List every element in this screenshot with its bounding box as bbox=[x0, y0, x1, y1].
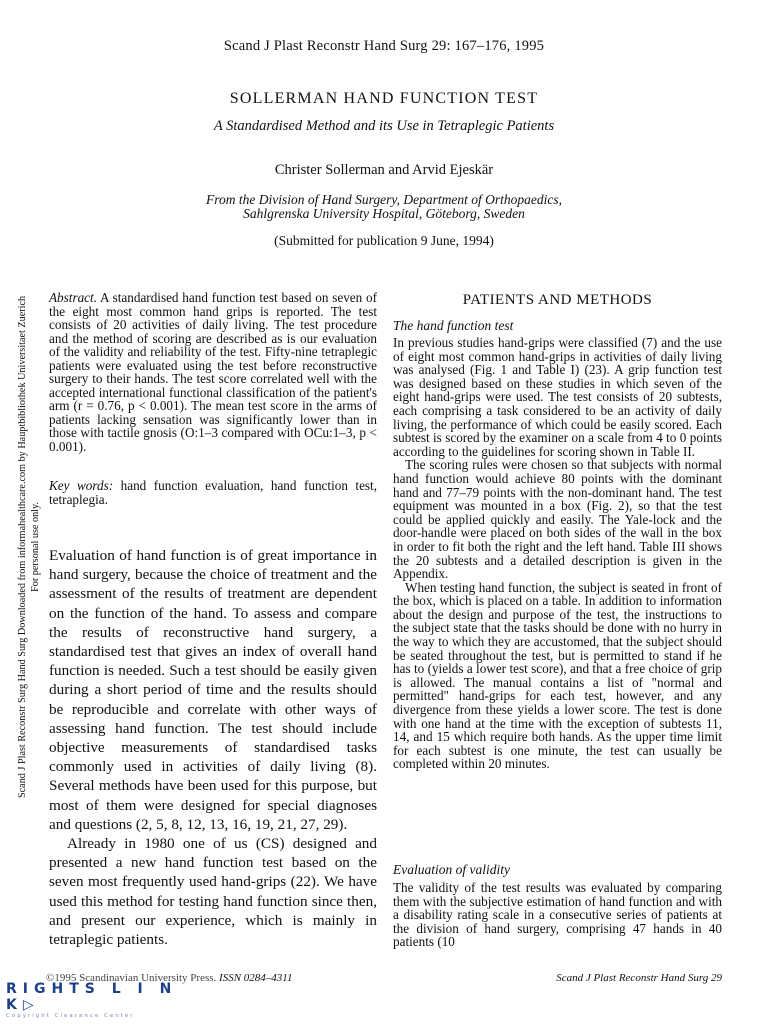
article-subtitle: A Standardised Method and its Use in Tetraplegic Patients bbox=[213, 118, 555, 134]
intro-paragraph-2: Already in 1980 one of us (CS) designed and presented a new hand function test based on the seven most frequently used hand-grips (22). We have used this method for testing hand function since then, and present our experience, which is mainly in tetraplegic patients. bbox=[49, 835, 377, 949]
subsection-heading-validity: Evaluation of validity bbox=[393, 862, 510, 877]
keywords-label: Key words: bbox=[49, 478, 114, 493]
affiliation-line-1: From the Division of Hand Surgery, Department of Orthopaedics, bbox=[206, 192, 562, 207]
methods-paragraph-1: In previous studies hand-grips were classified (7) and the use of eight most common hand-grips in activities of daily living was analysed (Fig. 1 and Table I) (23). A grip function test was designed based on these studies in which seven of the eight hand-grips were used. The test consists of 20 subtests, each comprising a task considered to be an activity of daily living, the performance of which could be easily scored. Each subtest is scored by the examiner on a scale from 4 to 0 points according to the guidelines for scoring shown in Table II. bbox=[393, 335, 722, 459]
authors: Christer Sollerman and Arvid Ejeskär bbox=[274, 162, 494, 178]
rightslink-logo-subtext: Copyright Clearance Center bbox=[6, 1013, 135, 1019]
affiliation-line-2: Sahlgrenska University Hospital, Göteborg, Sweden bbox=[243, 206, 525, 221]
introduction bbox=[49, 546, 377, 949]
keywords bbox=[49, 479, 377, 507]
keywords-text: hand function evaluation, hand function test, tetraplegia. bbox=[49, 478, 378, 507]
copyright-text: ©1995 Scandinavian University Press. bbox=[46, 972, 217, 984]
rightslink-logo[interactable] bbox=[6, 981, 196, 1019]
subsection-heading-hand-function-test: The hand function test bbox=[393, 318, 514, 333]
abstract bbox=[49, 291, 377, 453]
methods-paragraph-3: When testing hand function, the subject is seated in front of the box, which is placed on a table. In addition to information about the design and purpose of the test, the instructions to the subject state that the tasks should be done with no hurry in the way to which they are accustomed, that the subject should be seated throughout the test, but is permitted to stand if he has to (yields a lower test score), and that a free choice of grip is allowed. The manual contains a list of "normal and permitted" hand-grips for each test, however, and any divergence from these yields a lower score. The test is done with one hand at the time with the exception of subtests 11, 14, and 15 which require both hands. As the upper time limit for each subtest is one minute, the test can usually be completed within 20 minutes. bbox=[393, 579, 722, 772]
journal-citation: Scand J Plast Reconstr Hand Surg 29: 167–176, 1995 bbox=[223, 38, 545, 54]
article-title: SOLLERMAN HAND FUNCTION TEST bbox=[229, 90, 539, 107]
validity-paragraph: The validity of the test results was evaluated by comparing them with the subjective estimation of hand function and with a disability rating scale in a consecutive series of patients at the division of hand surgery, comprising 47 hands in 40 patients (10 bbox=[393, 880, 722, 950]
rightslink-logo-text: RIGHTS L I N K▷ bbox=[6, 981, 178, 1013]
download-notice-text bbox=[16, 296, 42, 798]
intro-paragraph-1: Evaluation of hand function is of great importance in hand surgery, because the choice of treatment and the assessment of the results of treatment are dependent on the function of the hand. To assess and compare the results of reconstructive hand surgery, a standardised test that gives an index of overall hand function is needed. Such a test should be easily given during a short period of time and the results should be reproducible and correlate with other ways of assessing hand function. The test should include objective measurements of standardised tasks commonly used in activities of daily living (8). Several methods have been used for this purpose, but most of them were designed for special diagnoses and questions (2, 5, 8, 12, 13, 16, 19, 21, 27, 29). bbox=[49, 547, 377, 833]
download-notice-line-2: For personal use only. bbox=[30, 502, 41, 592]
affiliation bbox=[0, 193, 768, 221]
download-notice-line-1: Scand J Plast Reconstr Surg Hand Surg Downloaded from informahealthcare.com by Hauptbibliothek Universitaet Zuerich bbox=[17, 295, 28, 798]
download-notice bbox=[4, 218, 41, 798]
issn: ISSN 0284–4311 bbox=[219, 972, 293, 984]
methods-paragraph-2: The scoring rules were chosen so that subjects with normal hand function would achieve 80 points with the dominant hand and 77–79 points with the non-dominant hand. The test equipment was mounted in a box (Fig. 2), so that the test could be applied quickly and easily. The Yale-lock and the door-handle were placed on both sides of the wall in the box in order to fit both the right and the left hand. Table III shows the 20 subtests and a detailed description is given in the Appendix. bbox=[393, 457, 722, 582]
methods-text bbox=[393, 336, 722, 771]
abstract-label: Abstract. bbox=[49, 290, 97, 305]
abstract-text: A standardised hand function test based on seven of the eight most common hand grips is reported. The test consists of 20 activities of daily living. The test procedure and the method of scoring are described as is our evaluation of the validity and reliability of the test. Fifty-nine tetraplegic patients were evaluated using the test before reconstructive surgery to their hands. The test score correlated well with the accepted international functional classification of the patient's arm (r = 0.76, p < 0.001). The mean test score in the arms of patients lacking sensation was significantly lower than in those with tactile gnosis (O:1–3 compared with OCu:1–3, p < 0.001). bbox=[49, 290, 377, 454]
footer-journal: Scand J Plast Reconstr Hand Surg 29 bbox=[556, 972, 722, 984]
section-heading: PATIENTS AND METHODS bbox=[462, 292, 653, 308]
submission-date: (Submitted for publication 9 June, 1994) bbox=[274, 233, 494, 248]
